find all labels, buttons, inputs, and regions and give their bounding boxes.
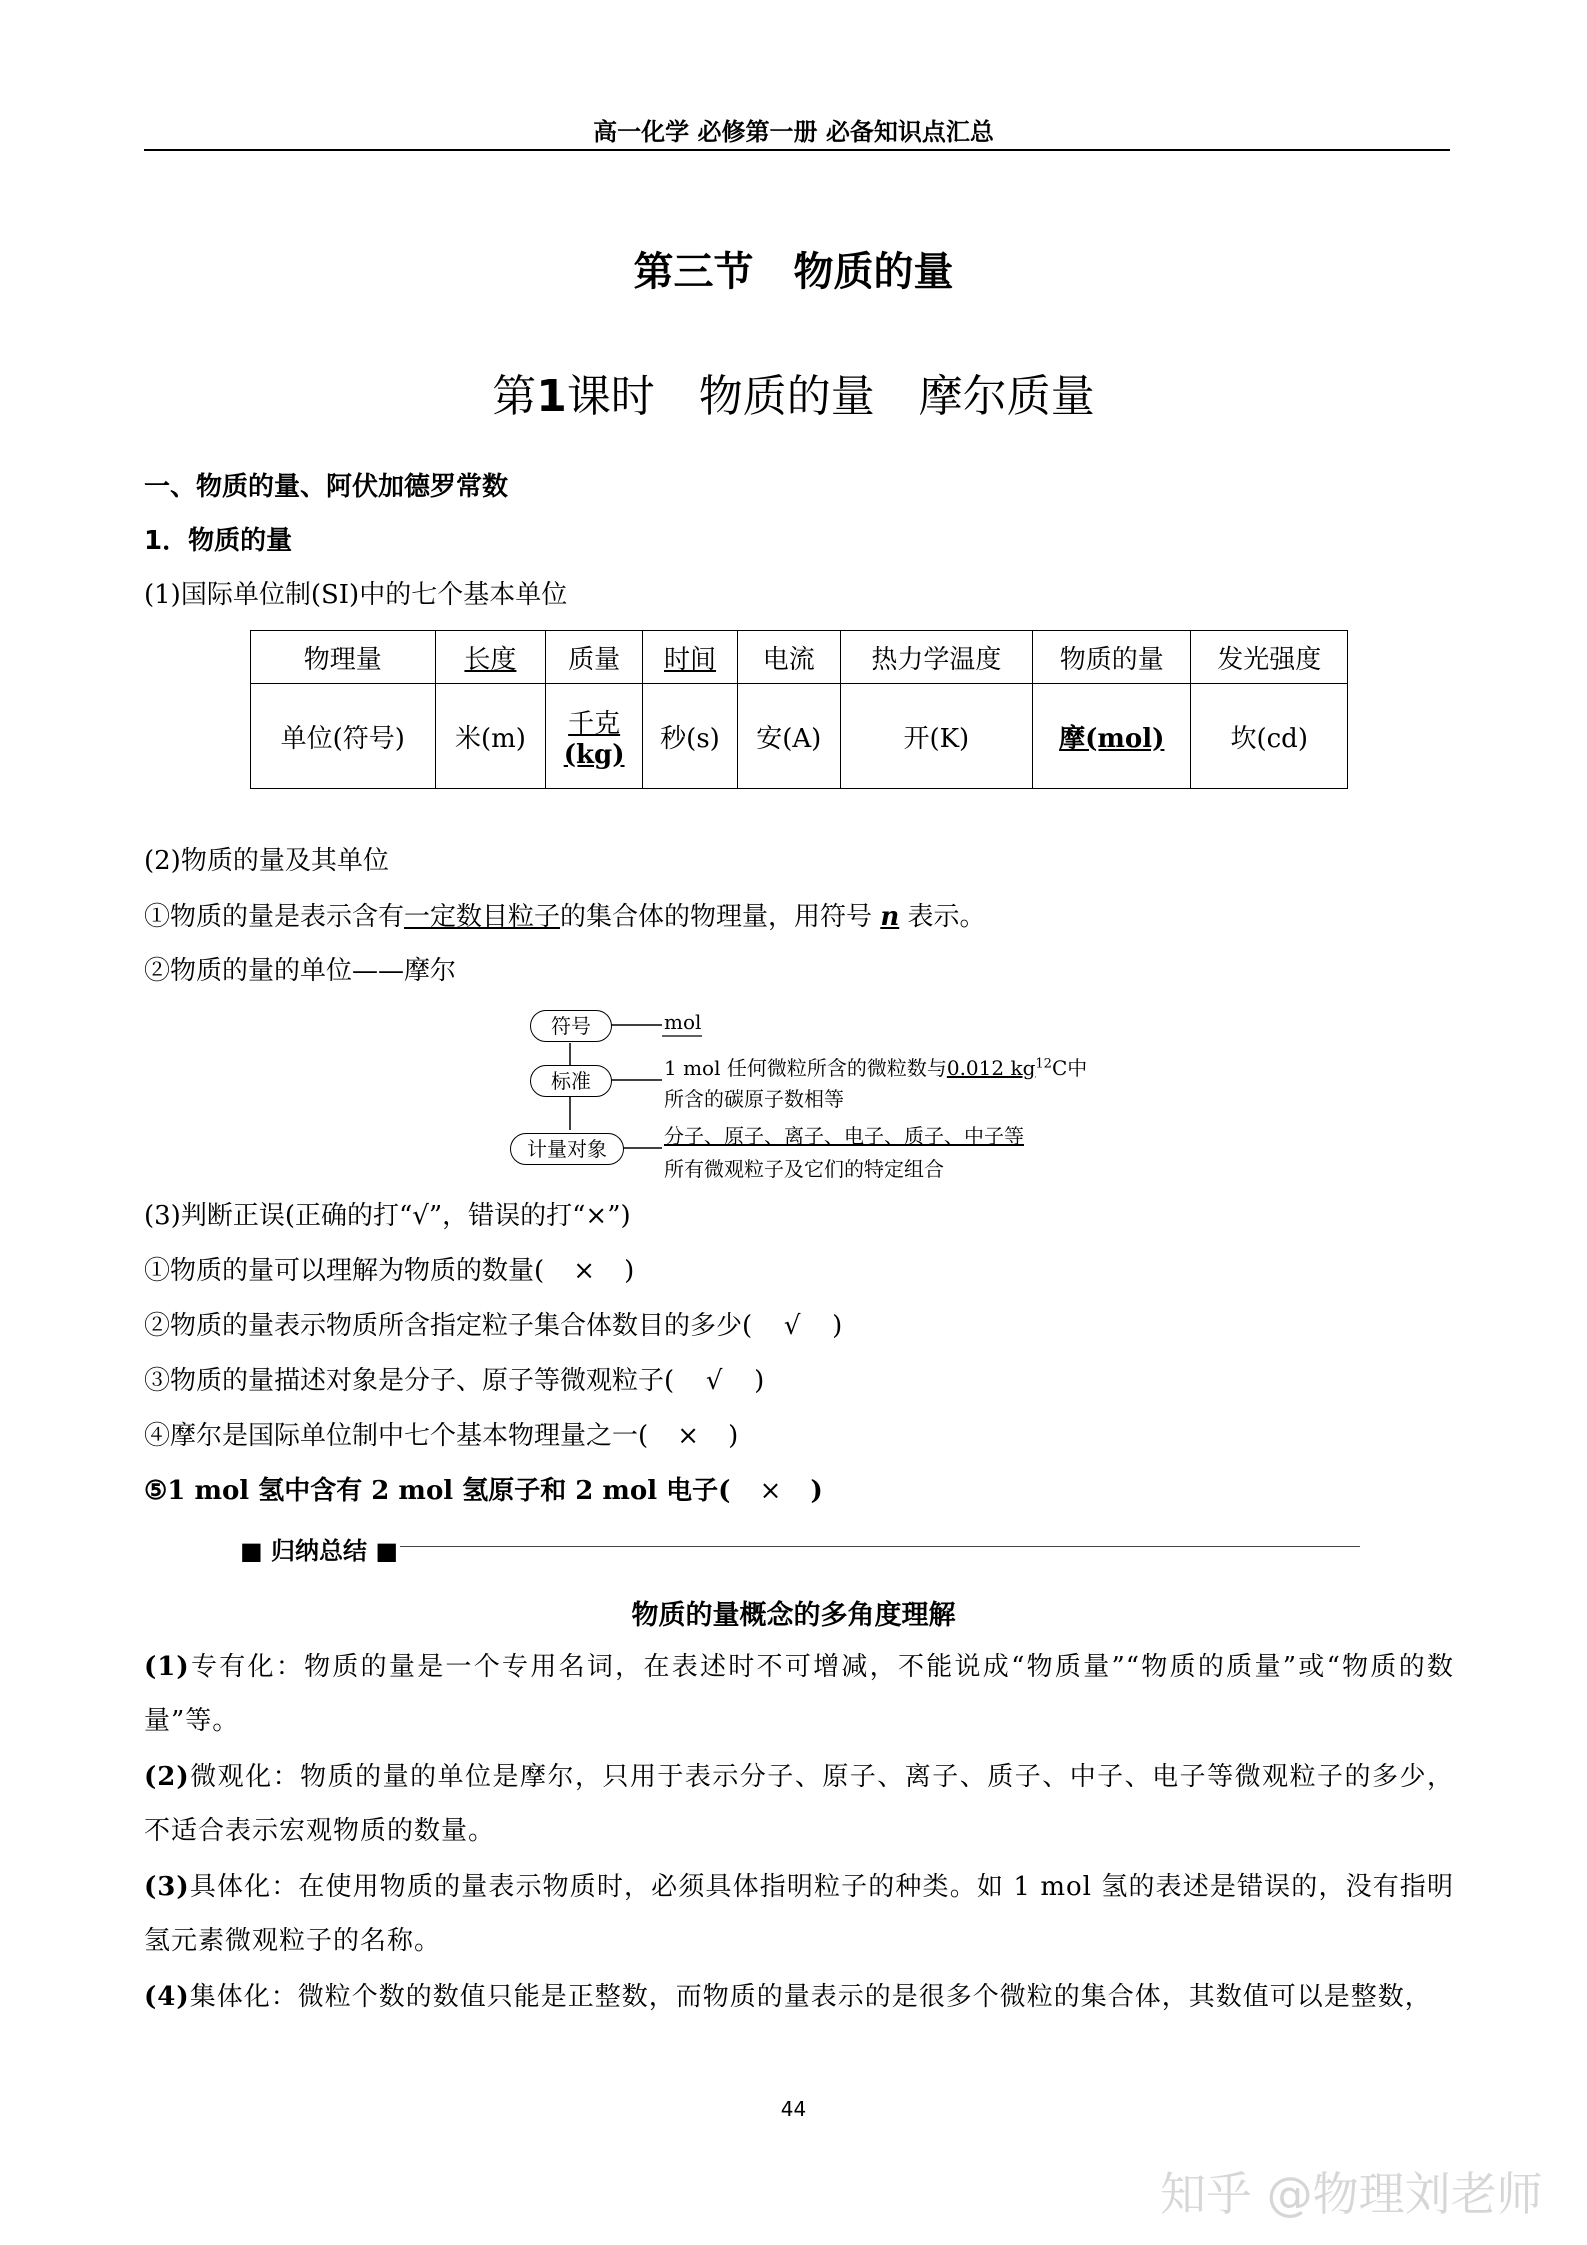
paragraph-label: (2): [144, 1762, 190, 1792]
item-1-2: (2)物质的量及其单位: [144, 846, 389, 876]
lesson-number: 1: [536, 371, 567, 422]
lesson-title-suffix: 课时 物质的量 摩尔质量: [566, 371, 1095, 422]
table-cell: 热力学温度: [840, 631, 1033, 684]
definition-2: ②物质的量的单位——摩尔: [144, 956, 457, 986]
paragraph-label: (1): [144, 1652, 190, 1682]
table-cell: 长度: [435, 631, 546, 684]
def-text: ①物质的量是表示含有: [144, 902, 405, 932]
summary-paragraph: [144, 1970, 1454, 2024]
judge-item: [144, 1250, 634, 1287]
def-text: 表示。: [907, 902, 986, 932]
summary-paragraph: [144, 1640, 1454, 1748]
cell-line: (kg): [563, 739, 625, 770]
judge-answer: ×: [759, 1476, 782, 1506]
watermark: 知乎 @物理刘老师: [1160, 2167, 1543, 2221]
judge-item: [144, 1470, 823, 1507]
judge-paren: ): [832, 1311, 843, 1341]
table-cell: 物质的量: [1033, 631, 1191, 684]
table-cell: 时间: [642, 631, 737, 684]
judge-text: ①物质的量可以理解为物质的数量(: [144, 1256, 545, 1286]
table-cell: 安(A): [738, 684, 841, 789]
def-text: 的集合体的物理量，用符号: [560, 902, 873, 932]
judge-paren: ): [754, 1366, 765, 1396]
paragraph-text: 专有化：物质的量是一个专用名词，在表述时不可增减，不能说成“物质量”“物质的质量”或“物质的数量”等。: [144, 1652, 1454, 1736]
counting-object-box: 计量对象: [510, 1133, 624, 1165]
judge-item: [144, 1415, 738, 1452]
judge-text: ③物质的量描述对象是分子、原子等微观粒子(: [144, 1366, 675, 1396]
table-cell: 发光强度: [1191, 631, 1348, 684]
judge-text: ⑤1 mol 氢中含有 2 mol 氢原子和 2 mol 电子(: [144, 1476, 731, 1506]
counting-object-line-2: 所有微观粒子及它们的特定组合: [664, 1157, 944, 1181]
table-cell: 坎(cd): [1191, 684, 1348, 789]
summary-label: ■ 归纳总结 ■: [240, 1537, 399, 1565]
standard-line-1: [664, 1052, 1087, 1081]
summary-paragraph: [144, 1750, 1454, 1858]
standard-text: C中: [1051, 1056, 1088, 1080]
judge-title: (3)判断正误(正确的打“√”，错误的打“×”): [144, 1201, 631, 1231]
table-cell: 开(K): [840, 684, 1033, 789]
cell-line: 千克: [568, 708, 621, 739]
judge-answer: ×: [677, 1421, 700, 1451]
judge-answer: √: [705, 1366, 723, 1396]
table-cell: 米(m): [435, 684, 546, 789]
judge-item: [144, 1305, 842, 1342]
paragraph-label: (3): [144, 1872, 190, 1902]
judge-paren: ): [624, 1256, 635, 1286]
table-cell: 单位(符号): [251, 684, 436, 789]
judge-answer: ×: [573, 1256, 596, 1286]
summary-paragraph: [144, 1860, 1454, 1968]
counting-object-line-1: 分子、原子、离子、电子、质子、中子等: [664, 1124, 1024, 1148]
lesson-title-prefix: 第: [492, 371, 537, 422]
table-cell: 物理量: [251, 631, 436, 684]
table-cell: 质量: [546, 631, 643, 684]
summary-title: 物质的量概念的多角度理解: [631, 1600, 956, 1631]
symbol-value: mol: [664, 1010, 702, 1034]
table-cell: 电流: [738, 631, 841, 684]
page-number: 44: [780, 2097, 807, 2121]
section-title: 第三节 物质的量: [633, 249, 954, 295]
isotope-mass-number: 12: [1035, 1056, 1052, 1072]
paragraph-text: 集体化：微粒个数的数值只能是正整数，而物质的量表示的是很多个微粒的集合体，其数值可以是整数，: [189, 1982, 1432, 2012]
judge-text: ④摩尔是国际单位制中七个基本物理量之一(: [144, 1421, 649, 1451]
paragraph-text: 具体化：在使用物质的量表示物质时，必须具体指明粒子的种类。如 1 mol 氢的表述是错误的，没有指明氢元素微观粒子的名称。: [144, 1872, 1454, 1956]
page-header: 高一化学 必修第一册 必备知识点汇总: [593, 117, 994, 146]
judge-text: ②物质的量表示物质所含指定粒子集合体数目的多少(: [144, 1311, 753, 1341]
judge-paren: ): [728, 1421, 739, 1451]
judge-item: [144, 1360, 764, 1397]
def-blank: 一定数目粒子: [404, 902, 561, 932]
paragraph-text: 微观化：物质的量的单位是摩尔，只用于表示分子、原子、离子、质子、中子、电子等微观粒子的多少，不适合表示宏观物质的数量。: [144, 1762, 1454, 1846]
standard-mass: 0.012 kg: [946, 1056, 1036, 1080]
judge-paren: ): [810, 1476, 823, 1506]
standard-box: 标准: [530, 1065, 612, 1097]
judge-answer: √: [783, 1311, 801, 1341]
summary-rule: [400, 1546, 1360, 1547]
standard-text: 1 mol 任何微粒所含的微粒数与: [664, 1056, 947, 1080]
symbol-box: 符号: [530, 1010, 612, 1042]
item-1-1: (1)国际单位制(SI)中的七个基本单位: [144, 580, 568, 610]
paragraph-label: (4): [144, 1982, 190, 2012]
section-heading-1: 一、物质的量、阿伏加德罗常数: [144, 472, 509, 502]
table-cell: 摩(mol): [1033, 684, 1191, 789]
def-symbol: n: [880, 902, 900, 932]
item-heading-1: 1．物质的量: [144, 526, 293, 556]
table-cell: 秒(s): [642, 684, 737, 789]
standard-line-2: 所含的碳原子数相等: [664, 1087, 844, 1111]
